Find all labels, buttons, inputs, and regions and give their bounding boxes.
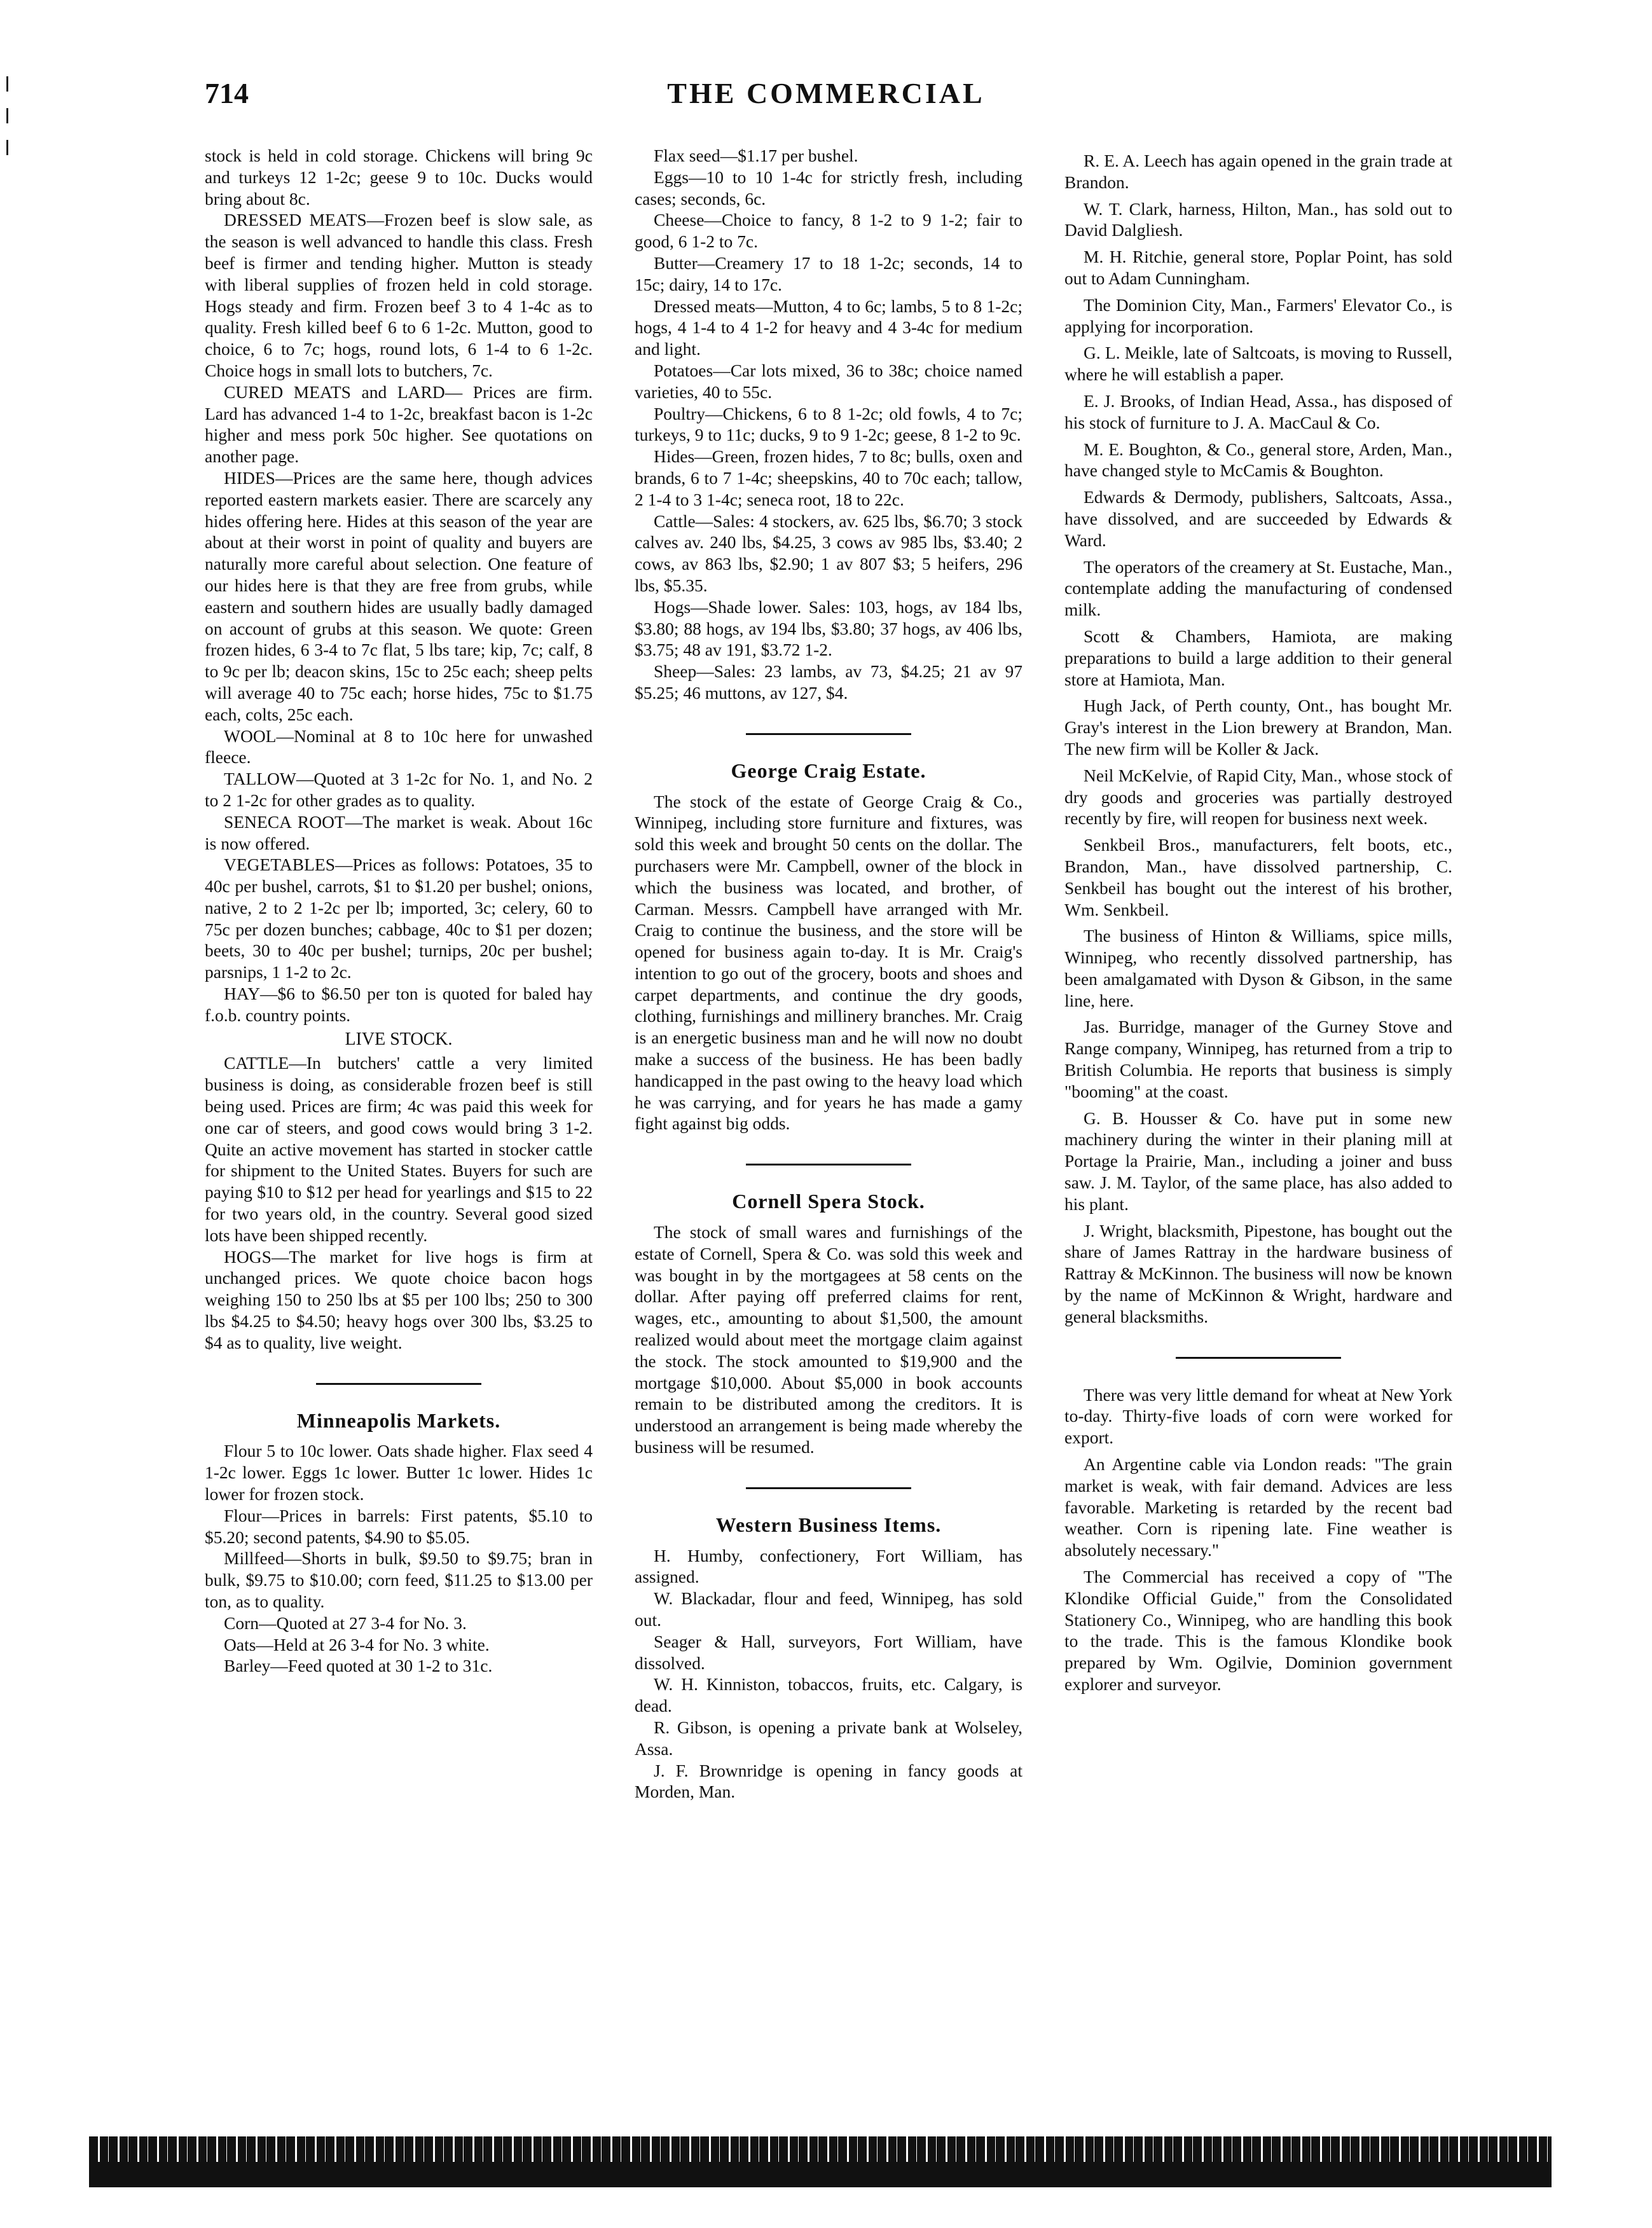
article-paragraph: CURED MEATS and LARD— Prices are firm. Lard has advanced 1-4 to 1-2c, breakfast bacon is 1-2c higher and mess pork 50c higher. See quotations on another page. xyxy=(205,382,593,467)
article-paragraph: HIDES—Prices are the same here, though advices reported eastern markets easier. There are scarcely any hides offering here. Hides at this season of the year are about at their worst in point of quality and buyers are naturally more careful about selection. One feature of our hides here is that they are free from grubs, while eastern and southern hides are usually badly damaged on account of grubs at this season. We quote: Green frozen hides, 6 3-4 to 7c flat, 5 lbs tare; kip, 7c; calf, 8 to 9c per lb; deacon skins, 15c to 25c each; sheep pelts will average 40 to 75c each; horse hides, 75c to $1.75 each, colts, 25c each. xyxy=(205,467,593,724)
article-paragraph: VEGETABLES—Prices as follows: Potatoes, 35 to 40c per bushel, carrots, $1 to $1.20 per bushel; onions, native, 2 to 2 1-2c per lb; imported, 3c; celery, 60 to 75c per dozen bunches; cabbage, 40c to $1 per dozen; beets, 30 to 40c per bushel; turnips, 20c per bushel; parsnips, 1 1-2 to 2c. xyxy=(205,855,593,982)
section-heading: George Craig Estate. xyxy=(731,759,926,782)
article-paragraph: Barley—Feed quoted at 30 1-2 to 31c. xyxy=(224,1656,493,1676)
news-item: W. T. Clark, harness, Hilton, Man., has sold out to David Dalgliesh. xyxy=(1064,198,1452,240)
article-paragraph: Flour—Prices in barrels: First patents, $5.10 to $5.20; second patents, $4.90 to $5.05. xyxy=(205,1505,593,1547)
article-paragraph: Sheep—Sales: 23 lambs, av 73, $4.25; 21 av 97 $5.25; 46 muttons, av 127, $4. xyxy=(635,661,1022,703)
article-paragraph: Cattle—Sales: 4 stockers, av. 625 lbs, $6.70; 3 stock calves av. 240 lbs, $4.25, 3 cows av 985 lbs, $3.40; 2 cows, av 863 lbs, $2.90; 1 av 807 $3; 5 heifers, 296 lbs, $5.35. xyxy=(635,511,1022,595)
article-paragraph: DRESSED MEATS—Frozen beef is slow sale, as the season is well advanced to handle this class. Fresh beef is firmer and tending higher. Mutton is steady with liberal supplies of frozen held in cold storage. Hogs steady and firm. Frozen beef 3 to 4 1-4c as to quality. Fresh killed beef 6 to 6 1-2c. Mutton, good to choice, 6 to 7c; hogs, round lots, 6 1-4 to 6 1-2c. Choice hogs in small lots to butchers, 7c. xyxy=(205,210,593,380)
bottom-border-rule xyxy=(89,2136,1552,2162)
news-item: H. Humby, confectionery, Fort William, has assigned. xyxy=(635,1545,1022,1587)
article-paragraph: Flour 5 to 10c lower. Oats shade higher. Flax seed 4 1-2c lower. Eggs 1c lower. Butter 1c lower. Hides 1c lower for frozen stock. xyxy=(205,1441,593,1504)
article-paragraph: Cheese—Choice to fancy, 8 1-2 to 9 1-2; fair to good, 6 1-2 to 7c. xyxy=(635,210,1022,252)
article-paragraph: Eggs—10 to 10 1-4c for strictly fresh, including cases; seconds, 6c. xyxy=(635,167,1022,209)
page-header xyxy=(0,76,1652,127)
news-item: The business of Hinton & Williams, spice mills, Winnipeg, who recently dissolved partnership, has been amalgamated with Dyson & Gibson, in the same line, here. xyxy=(1064,926,1452,1010)
news-item: Seager & Hall, surveyors, Fort William, have dissolved. xyxy=(635,1631,1022,1673)
article-paragraph: Potatoes—Car lots mixed, 36 to 38c; choice named varieties, 40 to 55c. xyxy=(635,360,1022,402)
news-item: Hugh Jack, of Perth county, Ont., has bought Mr. Gray's interest in the Lion brewery at Brandon, Man. The new firm will be Koller & Jack. xyxy=(1064,696,1452,759)
article-paragraph: Millfeed—Shorts in bulk, $9.50 to $9.75; bran in bulk, $9.75 to $10.00; corn feed, $11.25 to $13.00 per ton, as to quality. xyxy=(205,1548,593,1611)
news-item: Edwards & Dermody, publishers, Saltcoats, Assa., have dissolved, and are succeeded by Edwards & Ward. xyxy=(1064,487,1452,550)
article-paragraph: The stock of small wares and furnishings of the estate of Cornell, Spera & Co. was sold this week and was bought in by the mortgagees at 58 cents on the dollar. After paying off preferred claims for rent, wages, etc., amounting to about $1,500, the amount realized would about meet the mortgage claim against the stock. The stock amounted to $19,900 and the mortgage $10,000. About $5,000 in book accounts remain to be distributed among the creditors. It is understood an arrangement is being made whereby the business will be resumed. xyxy=(635,1222,1022,1457)
section-heading: Cornell Spera Stock. xyxy=(732,1190,925,1213)
news-item: Scott & Chambers, Hamiota, are making preparations to build a large addition to their general store at Hamiota, Man. xyxy=(1064,626,1452,689)
news-item: Jas. Burridge, manager of the Gurney Stove and Range company, Winnipeg, has returned from a trip to British Columbia. He reports that business is simply "booming" at the coast. xyxy=(1064,1017,1452,1101)
section-subheading: LIVE STOCK. xyxy=(345,1029,453,1049)
news-item: R. E. A. Leech has again opened in the grain trade at Brandon. xyxy=(1064,151,1452,192)
article-paragraph: TALLOW—Quoted at 3 1-2c for No. 1, and No. 2 to 2 1-2c for other grades as to quality. xyxy=(205,769,593,810)
column-1 xyxy=(205,145,593,1677)
article-paragraph: The Commercial has received a copy of "The Klondike Official Guide," from the Consolidated Stationery Co., Winnipeg, who are handling this book to the trade. This is the famous Klondike book prepared by Wm. Ogilvie, Dominion government explorer and surveyor. xyxy=(1064,1567,1452,1694)
news-item: W. Blackadar, flour and feed, Winnipeg, has sold out. xyxy=(635,1588,1022,1630)
article-paragraph: Hides—Green, frozen hides, 7 to 8c; bulls, oxen and brands, 6 to 7 1-4c; sheepskins, 40 to 70c each; tallow, 2 1-4 to 3 1-4c; seneca root, 18 to 22c. xyxy=(635,446,1022,509)
section-divider xyxy=(316,1383,481,1385)
news-item: Neil McKelvie, of Rapid City, Man., whose stock of dry goods and groceries was partially destroyed recently by fire, will reopen for business next week. xyxy=(1064,765,1452,829)
news-item: J. F. Brownridge is opening in fancy goods at Morden, Man. xyxy=(635,1760,1022,1802)
news-item: E. J. Brooks, of Indian Head, Assa., has disposed of his stock of furniture to J. A. MacCaul & Co. xyxy=(1064,390,1452,432)
article-paragraph: Hogs—Shade lower. Sales: 103, hogs, av 184 lbs, $3.80; 88 hogs, av 194 lbs, $3.80; 37 hogs, av 406 lbs, $3.75; 48 av 191, $3.72 1-2. xyxy=(635,596,1022,660)
page-number: 714 xyxy=(205,77,249,109)
section-divider xyxy=(746,1487,911,1489)
article-paragraph: CATTLE—In butchers' cattle a very limited business is doing, as considerable frozen beef is still being used. Prices are firm; 4c was paid this week for one car of steers, and good cows would bring 3 1-2. Quite an active movement has started in stocker cattle for shipment to the United States. Buyers for such are paying $10 to $12 per head for yearlings and $15 to 22 for two years old, in the country. Several good sized lots have been shipped recently. xyxy=(205,1053,593,1245)
news-item: The operators of the creamery at St. Eustache, Man., contemplate adding the manufacturing of condensed milk. xyxy=(1064,556,1452,620)
article-paragraph: HAY—$6 to $6.50 per ton is quoted for baled hay f.o.b. country points. xyxy=(205,984,593,1025)
publication-title: THE COMMERCIAL xyxy=(667,77,985,109)
article-paragraph: An Argentine cable via London reads: "The grain market is weak, with fair demand. Advices are less favorable. Marketing is retarded by the recent bad weather. Corn is ripening late. Fine weather is absolutely necessary." xyxy=(1064,1454,1452,1560)
article-paragraph: Corn—Quoted at 27 3-4 for No. 3. xyxy=(224,1613,467,1633)
news-item: G. L. Meikle, late of Saltcoats, is moving to Russell, where he will establish a paper. xyxy=(1064,343,1452,385)
news-item: R. Gibson, is opening a private bank at Wolseley, Assa. xyxy=(635,1717,1022,1759)
bottom-border-band xyxy=(89,2162,1552,2187)
article-paragraph: Oats—Held at 26 3-4 for No. 3 white. xyxy=(224,1634,490,1654)
column-2 xyxy=(635,145,1022,1803)
article-paragraph: HOGS—The market for live hogs is firm at unchanged prices. We quote choice bacon hogs weighing 150 to 250 lbs at $5 per 100 lbs; 250 to 300 lbs $4.25 to $4.50; heavy hogs over 300 lbs, $3.25 to $4 as to quality, live weight. xyxy=(205,1246,593,1352)
article-paragraph: SENECA ROOT—The market is weak. About 16c is now offered. xyxy=(205,811,593,853)
article-paragraph: WOOL—Nominal at 8 to 10c here for unwashed fleece. xyxy=(205,725,593,767)
article-paragraph: Dressed meats—Mutton, 4 to 6c; lambs, 5 to 8 1-2c; hogs, 4 1-4 to 4 1-2 for heavy and 4 3-4c for medium and light. xyxy=(635,296,1022,359)
news-item: M. E. Boughton, & Co., general store, Arden, Man., have changed style to McCamis & Boughton. xyxy=(1064,439,1452,481)
section-divider xyxy=(746,733,911,735)
article-paragraph: Butter—Creamery 17 to 18 1-2c; seconds, 14 to 15c; dairy, 14 to 17c. xyxy=(635,252,1022,294)
news-item: G. B. Housser & Co. have put in some new machinery during the winter in their planing mill at Portage la Prairie, Man., including a joiner and buss saw. J. M. Taylor, of the same place, has also added to his plant. xyxy=(1064,1108,1452,1214)
news-item: Senkbeil Bros., manufacturers, felt boots, etc., Brandon, Man., have dissolved partnership, C. Senkbeil has bought out the interest of his brother, Wm. Senkbeil. xyxy=(1064,835,1452,919)
article-paragraph: The stock of the estate of George Craig & Co., Winnipeg, including store furniture and fixtures, was sold this week and brought 50 cents on the dollar. The purchasers were Mr. Campbell, owner of the block in which the business was located, and brother, of Carman. Messrs. Campbell have arranged with Mr. Craig to continue the business, and the store will be opened for business again to-day. It is Mr. Craig's intention to go out of the grocery, boots and shoes and carpet departments, and continue the dry goods, clothing, furnishings and millinery branches. Mr. Craig is an energetic business man and he will now no doubt make a success of the business. He has been badly handicapped in the past owing to the heavy load which he was carrying, and for years he has made a gamy fight against big odds. xyxy=(635,791,1022,1134)
article-paragraph: Poultry—Chickens, 6 to 8 1-2c; old fowls, 4 to 7c; turkeys, 9 to 11c; ducks, 9 to 9 1-2c; geese, 8 1-2 to 9c. xyxy=(635,403,1022,445)
article-paragraph: stock is held in cold storage. Chickens will bring 9c and turkeys 12 1-2c; geese 9 to 10c. Ducks would bring about 8c. xyxy=(205,146,593,209)
news-item: J. Wright, blacksmith, Pipestone, has bought out the share of James Rattray in the hardware business of Rattray & McKinnon. The business will now be known by the name of McKinnon & Wright, hardware and general blacksmiths. xyxy=(1064,1220,1452,1326)
news-item: The Dominion City, Man., Farmers' Elevator Co., is applying for incorporation. xyxy=(1064,294,1452,336)
news-item: W. H. Kinniston, tobaccos, fruits, etc. Calgary, is dead. xyxy=(635,1674,1022,1716)
section-divider xyxy=(746,1164,911,1166)
section-heading: Western Business Items. xyxy=(715,1513,942,1536)
scan-edge-mark xyxy=(6,140,8,155)
article-paragraph: There was very little demand for wheat at New York to-day. Thirty-five loads of corn were worked for export. xyxy=(1064,1384,1452,1448)
news-item: M. H. Ritchie, general store, Poplar Point, has sold out to Adam Cunningham. xyxy=(1064,247,1452,288)
column-3 xyxy=(1064,145,1452,1695)
section-heading: Minneapolis Markets. xyxy=(296,1408,501,1432)
section-divider xyxy=(1176,1357,1341,1359)
article-paragraph: Flax seed—$1.17 per bushel. xyxy=(654,146,858,165)
